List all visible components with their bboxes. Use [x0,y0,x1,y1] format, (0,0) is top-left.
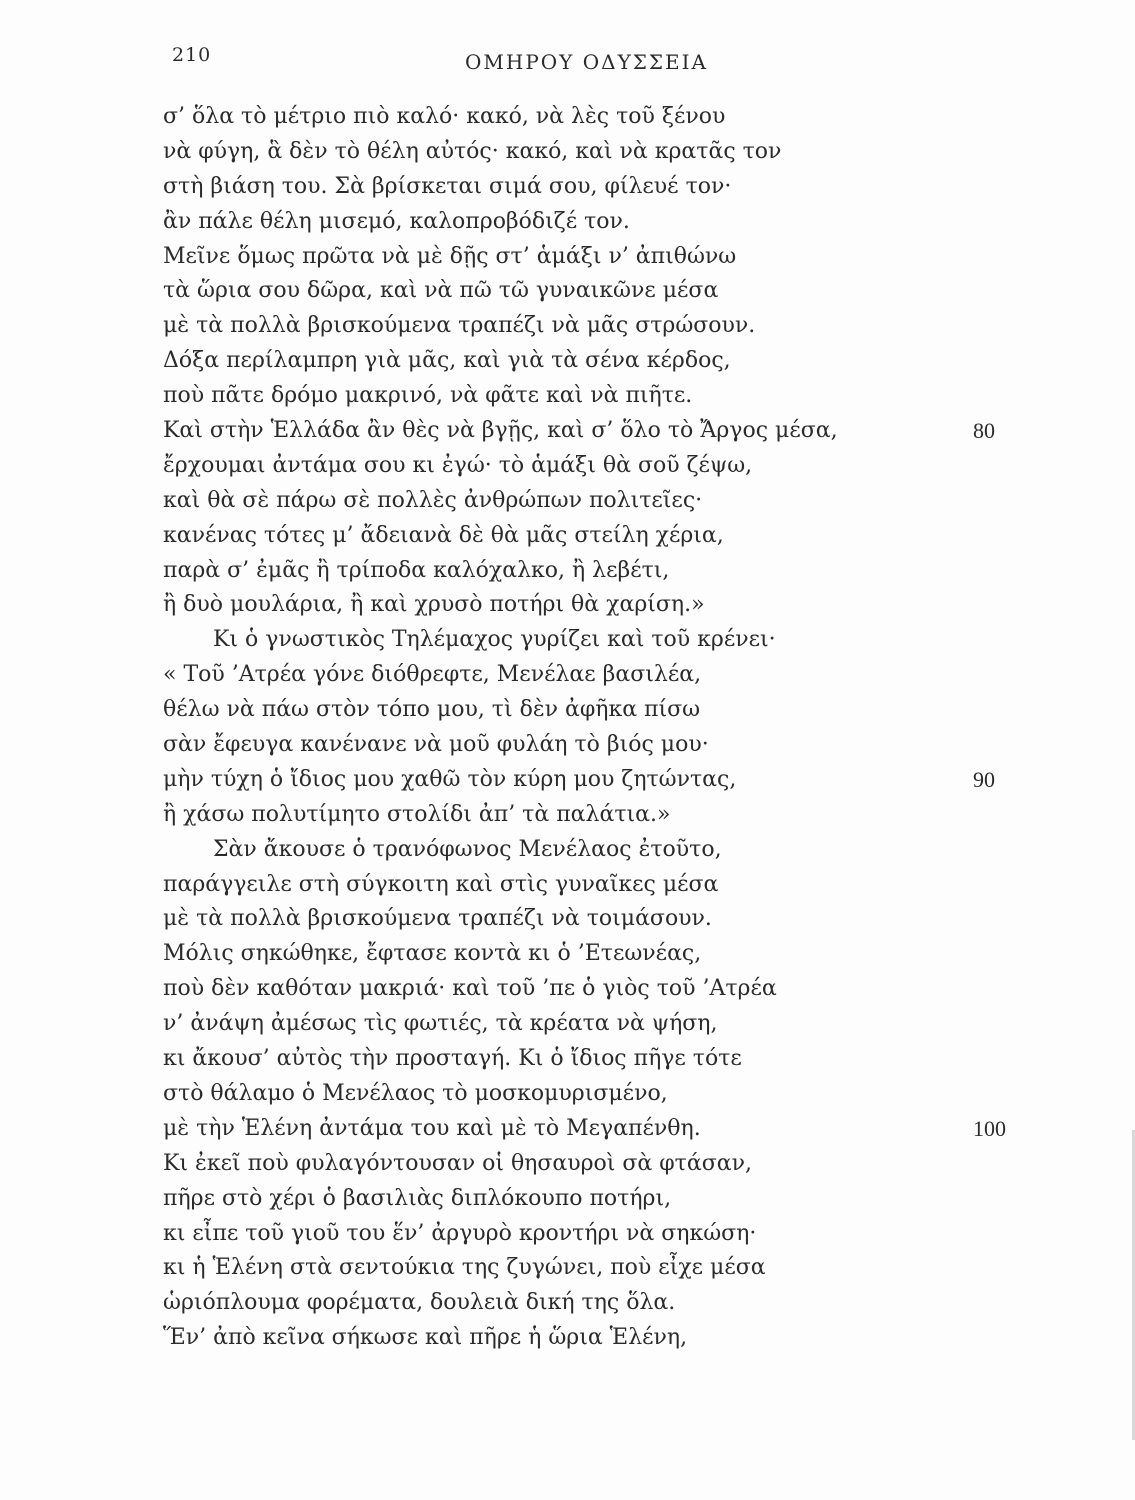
verse-line-text: μὲ τὰ πολλὰ βρισκούμενα τραπέζι νὰ μᾶς στρώσουν. [163,313,756,339]
verse-line [163,1007,983,1042]
verse-line-text: ποὺ πᾶτε δρόμο μακρινό, νὰ φᾶτε καὶ νὰ πιῆτε. [163,383,693,409]
verse-line [163,833,983,868]
verse-line [163,868,983,903]
verse-line [163,519,983,554]
verse-line [163,274,983,309]
verse-line [163,1217,983,1252]
verse-line-text: τὰ ὥρια σου δῶρα, καὶ νὰ πῶ τῶ γυναικῶνε μέσα [163,278,719,304]
verse-line-text: κι ἄκουσ’ αὐτὸς τὴν προσταγή. Κι ὁ ἴδιος πῆγε τότε [163,1046,742,1072]
verse-line-text: ἔρχουμαι ἀντάμα σου κι ἐγώ· τὸ ἁμάξι θὰ σοῦ ζέψω, [163,452,753,478]
verse-line [163,1147,983,1182]
verse-line-text: Μεῖνε ὅμως πρῶτα νὰ μὲ δῇς στ’ ἁμάξι ν’ ἀπιθώνω [163,243,737,269]
verse-line-text: Καὶ στὴν Ἑλλάδα ἂν θὲς νὰ βγῇς, καὶ σ’ ὅλο τὸ Ἄργος μέσα, [163,418,838,444]
verse-line-text: Κι ἐκεῖ ποὺ φυλαγόντουσαν οἱ θησαυροὶ σὰ φτάσαν, [163,1150,752,1176]
verse-line [163,1112,1006,1147]
page-number: 210 [172,44,212,66]
verse-line [163,379,983,414]
verse-line [163,554,983,589]
verse-line-text: Ἕν’ ἀπὸ κεῖνα σήκωσε καὶ πῆρε ἡ ὥρια Ἑλένη, [163,1325,688,1351]
verse-line [163,658,983,693]
verse-line-text: μὴν τύχη ὁ ἴδιος μου χαθῶ τὸν κύρη μου ζητώντας, [163,766,737,792]
verse-line-text: μὲ τὰ πολλὰ βρισκούμενα τραπέζι νὰ τοιμάσουν. [163,906,712,932]
verse-line-text: μὲ τὴν Ἑλένη ἀντάμα του καὶ μὲ τὸ Μεγαπένθη. [163,1115,701,1141]
verse-line [163,100,983,135]
verse-line [163,484,983,519]
verse-text [163,100,1006,1356]
verse-line-text: Σὰν ἄκουσε ὁ τρανόφωνος Μενέλαος ἐτοῦτο, [213,836,722,862]
verse-line [163,728,983,763]
verse-line-text: καὶ θὰ σὲ πάρω σὲ πολλὲς ἀνθρώπων πολιτεῖες· [163,487,703,513]
verse-line-text: στὸ θάλαμο ὁ Μενέλαος τὸ μοσκομυρισμένο, [163,1080,668,1106]
line-number: 90 [973,766,995,792]
verse-line-text: ν’ ἀνάψη ἀμέσως τὶς φωτιές, τὰ κρέατα νὰ ψήση, [163,1011,718,1037]
verse-line [163,623,983,658]
verse-line [163,693,983,728]
verse-line-text: σ’ ὅλα τὸ μέτριο πιὸ καλό· κακό, νὰ λὲς τοῦ ξένου [163,104,726,129]
verse-line-text: ἂν πάλε θέλη μισεμό, καλοπροβόδιζέ τον. [163,208,630,234]
verse-line [163,798,983,833]
verse-line [163,1321,983,1356]
verse-line [163,1182,983,1217]
verse-line-text: κι ἡ Ἑλένη στὰ σεντούκια της ζυγώνει, ποὺ εἶχε μέσα [163,1255,766,1281]
verse-line-text: κι εἶπε τοῦ γιοῦ του ἕν’ ἀργυρὸ κροντήρι νὰ σηκώση· [163,1220,757,1246]
line-number: 100 [973,1115,1006,1141]
verse-line-text: « Τοῦ ’Ατρέα γόνε διόθρεφτε, Μενέλαε βασιλέα, [163,662,702,688]
verse-line-text: παράγγειλε στὴ σύγκοιτη καὶ στὶς γυναῖκες μέσα [163,871,719,897]
verse-line [163,309,983,344]
verse-line [163,240,983,275]
verse-line-text: παρὰ σ’ ἐμᾶς ἢ τρίποδα καλόχαλκο, ἢ λεβέτι, [163,557,670,583]
line-number: 80 [973,418,995,444]
verse-line-text: κανένας τότες μ’ ἄδειανὰ δὲ θὰ μᾶς στείλη χέρια, [163,522,724,548]
verse-line [163,170,983,205]
verse-line-text: ἢ δυὸ μουλάρια, ἢ καὶ χρυσὸ ποτήρι θὰ χαρίση.» [163,592,705,618]
running-title: ΟΜΗΡΟΥ ΟΔΥΣΣΕΙΑ [465,50,708,74]
verse-line-text: ποὺ δὲν καθόταν μακριά· καὶ τοῦ ’πε ὁ γιὸς τοῦ ’Ατρέα [163,976,777,1002]
verse-line [163,449,983,484]
verse-line-text: Μόλις σηκώθηκε, ἔφτασε κοντὰ κι ὁ ’Ετεωνέας, [163,941,702,967]
verse-line-text: ὡριόπλουμα φορέματα, δουλειὰ δική της ὅλα. [163,1290,676,1316]
verse-line [163,1077,983,1112]
verse-line-text: σὰν ἔφευγα κανένανε νὰ μοῦ φυλάη τὸ βιός μου· [163,732,709,758]
verse-line-text: ἢ χάσω πολυτίμητο στολίδι ἀπ’ τὰ παλάτια.» [163,801,671,827]
verse-line [163,902,983,937]
verse-line-text: Δόξα περίλαμπρη γιὰ μᾶς, καὶ γιὰ τὰ σένα κέρδος, [163,348,731,374]
verse-line [163,972,983,1007]
verse-line-text: Κι ὁ γνωστικὸς Τηλέμαχος γυρίζει καὶ τοῦ κρένει· [213,627,776,653]
verse-line [163,937,983,972]
verse-line [163,1251,983,1286]
verse-line-text: πῆρε στὸ χέρι ὁ βασιλιὰς διπλόκουπο ποτήρι, [163,1185,672,1211]
verse-line-text: θέλω νὰ πάω στὸν τόπο μου, τὶ δὲν ἀφῆκα πίσω [163,697,701,723]
verse-line [163,1042,983,1077]
verse-line [163,414,995,449]
verse-line [163,1286,983,1321]
verse-line [163,588,983,623]
verse-line-text: στὴ βιάση του. Σὰ βρίσκεται σιμά σου, φίλευέ τον· [163,173,732,199]
verse-line [163,135,983,170]
verse-line-text: νὰ φύγη, ἃ δὲν τὸ θέλη αὐτός· κακό, καὶ νὰ κρατᾶς τον [163,138,782,164]
verse-line [163,205,983,240]
verse-line [163,344,983,379]
verse-line [163,763,995,798]
